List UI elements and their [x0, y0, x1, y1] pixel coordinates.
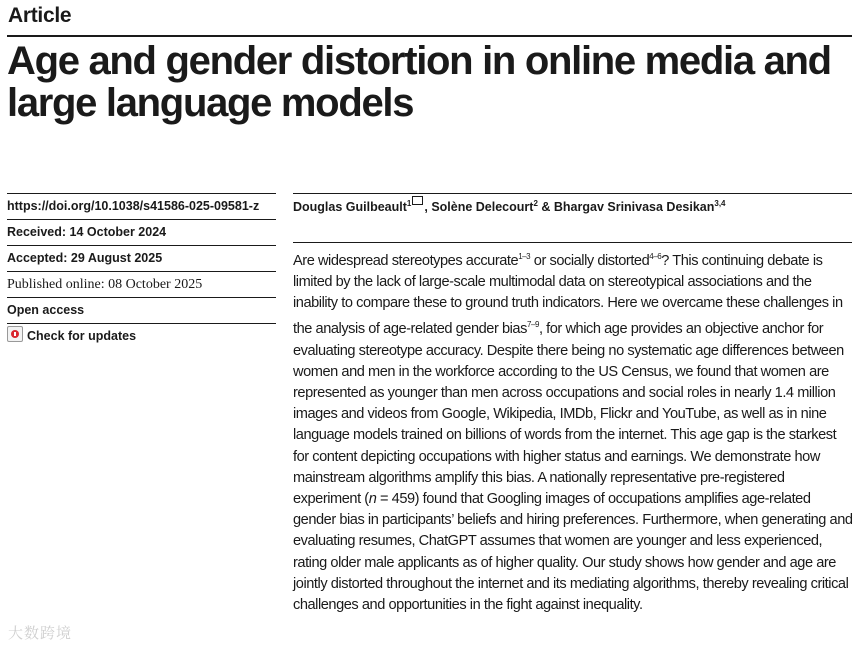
article-title: Age and gender distortion in online media and large language models [7, 39, 831, 125]
abstract-text: = 459) found that Googling images of occupations amplifies age-related gender bias in participants’ beliefs and hiring preferences. Furthermore, when generating and evaluating resumes, ChatGPT assumes that women are younger and less experienced, rating older male applicants as of higher quality. Our study shows how gender and age are jointly distorted throughout the internet and its mediating algorithms, thereby revealing critical challenges and opportunities in the fight against inequality. [293, 490, 853, 613]
check-for-updates-label: Check for updates [27, 329, 137, 343]
check-for-updates-link[interactable] [7, 323, 276, 349]
article-type-label: Article [8, 4, 72, 27]
author-affiliation: 2 [533, 198, 538, 208]
citation-ref[interactable]: 7–9 [526, 320, 539, 330]
check-for-updates-icon [7, 326, 23, 342]
author-list [293, 196, 726, 214]
abstract-text: or socially distorted [530, 252, 650, 269]
received-date: Received: 14 October 2024 [7, 219, 276, 245]
open-access-label: Open access [7, 297, 276, 323]
author-separator: & [537, 200, 554, 214]
citation-ref[interactable]: 1–3 [518, 252, 531, 261]
author-affiliation: 1 [406, 198, 412, 208]
abstract-italic: n [368, 490, 377, 507]
doi-link[interactable]: https://doi.org/10.1038/s41586-025-09581-z [7, 193, 276, 219]
author-name[interactable]: Solène Delecourt [431, 200, 534, 214]
authors-rule [293, 193, 852, 194]
article-metadata [7, 193, 276, 349]
author-separator: , [424, 200, 432, 214]
citation-ref[interactable]: 4–6 [649, 252, 662, 261]
header-rule [7, 35, 852, 37]
abstract-text: Are widespread stereotypes accurate [293, 252, 519, 269]
author-name[interactable]: Bhargav Srinivasa Desikan [553, 200, 715, 214]
abstract-text: , for which age provides an objective anchor for evaluating stereotype accuracy. Despite there being no systematic age differences between women and men in the workforce according to the US Census, we found that women are represented as younger than men across occupations and social roles in nearly 1.4 million images and videos from Google, Wikipedia, IMDb, Flickr and YouTube, as well as in nine language models trained on billions of words from the internet. This age gap is the starkest for content depicting occupations with higher status and earnings. We demonstrate how mainstream algorithms amplify this bias. A nationally representative pre-registered experiment ( [293, 321, 844, 507]
abstract-text: ? This continuing debate is limited by the lack of large-scale multimodal data on stereotypical associations and the inability to compare these to ground truth indicators. Here we overcame these challenges in the analysis of age-related gender bias [293, 252, 843, 338]
accepted-date: Accepted: 29 August 2025 [7, 245, 276, 271]
author-affiliation: 3,4 [714, 198, 726, 208]
abstract-rule [293, 242, 852, 243]
email-icon[interactable] [412, 196, 423, 205]
watermark-logo: 大数跨境 [8, 624, 73, 642]
abstract [293, 246, 853, 616]
author-name[interactable]: Douglas Guilbeault [293, 200, 407, 214]
published-date: Published online: 08 October 2025 [7, 271, 276, 297]
